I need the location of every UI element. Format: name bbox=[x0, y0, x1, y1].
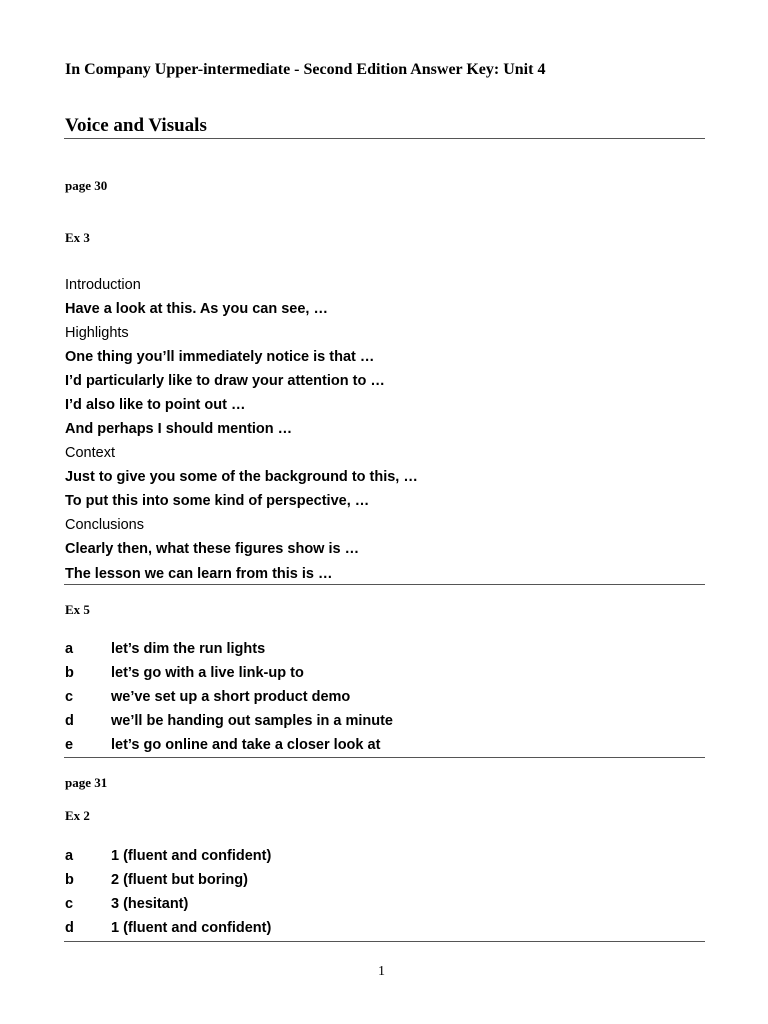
document-title: In Company Upper-intermediate - Second Edition Answer Key: Unit 4 bbox=[65, 61, 546, 78]
ex3-heading-introduction: Introduction bbox=[65, 277, 141, 293]
ex5-divider bbox=[64, 757, 705, 758]
ex3-phrase: Just to give you some of the background to this, … bbox=[65, 469, 418, 485]
ex2-letter: c bbox=[65, 896, 74, 912]
unit-title: Voice and Visuals bbox=[65, 115, 207, 136]
ex5-answer: let’s go online and take a closer look at bbox=[111, 737, 381, 753]
ex2-divider bbox=[64, 941, 705, 942]
ex2-letter: b bbox=[65, 872, 74, 888]
ex5-label: Ex 5 bbox=[65, 602, 90, 617]
ex5-letter: e bbox=[65, 737, 74, 753]
ex3-phrase: To put this into some kind of perspective, … bbox=[65, 493, 370, 509]
ex3-label: Ex 3 bbox=[65, 230, 90, 245]
ex3-phrase: Have a look at this. As you can see, … bbox=[65, 301, 328, 317]
title-divider bbox=[64, 138, 705, 139]
ex3-phrase: The lesson we can learn from this is … bbox=[65, 566, 333, 582]
ex3-phrase: One thing you’ll immediately notice is that … bbox=[65, 349, 375, 365]
ex2-letter: a bbox=[65, 848, 74, 864]
ex2-answer: 1 (fluent and confident) bbox=[111, 920, 272, 936]
ex3-heading-context: Context bbox=[65, 445, 115, 461]
ex5-answer: let’s dim the run lights bbox=[111, 641, 266, 657]
ex3-heading-highlights: Highlights bbox=[65, 325, 129, 341]
ex3-phrase: I’d also like to point out … bbox=[65, 397, 246, 413]
ex3-phrase: I’d particularly like to draw your attention to … bbox=[65, 373, 385, 389]
ex3-phrase: Clearly then, what these figures show is … bbox=[65, 541, 360, 557]
ex5-answer: we’ve set up a short product demo bbox=[111, 689, 351, 705]
page-31-label: page 31 bbox=[65, 775, 108, 790]
ex2-label: Ex 2 bbox=[65, 808, 90, 823]
ex5-letter: c bbox=[65, 689, 74, 705]
ex2-answer: 3 (hesitant) bbox=[111, 896, 189, 912]
ex3-heading-conclusions: Conclusions bbox=[65, 517, 144, 533]
ex5-answer: let’s go with a live link-up to bbox=[111, 665, 304, 681]
ex5-letter: a bbox=[65, 641, 74, 657]
ex3-phrase: And perhaps I should mention … bbox=[65, 421, 293, 437]
ex3-divider bbox=[64, 584, 705, 585]
ex5-answer: we’ll be handing out samples in a minute bbox=[111, 713, 393, 729]
page-30-label: page 30 bbox=[65, 178, 108, 193]
ex5-letter: b bbox=[65, 665, 74, 681]
page-number: 1 bbox=[378, 964, 385, 979]
ex2-letter: d bbox=[65, 920, 74, 936]
ex5-letter: d bbox=[65, 713, 74, 729]
ex2-answer: 2 (fluent but boring) bbox=[111, 872, 248, 888]
ex2-answer: 1 (fluent and confident) bbox=[111, 848, 272, 864]
